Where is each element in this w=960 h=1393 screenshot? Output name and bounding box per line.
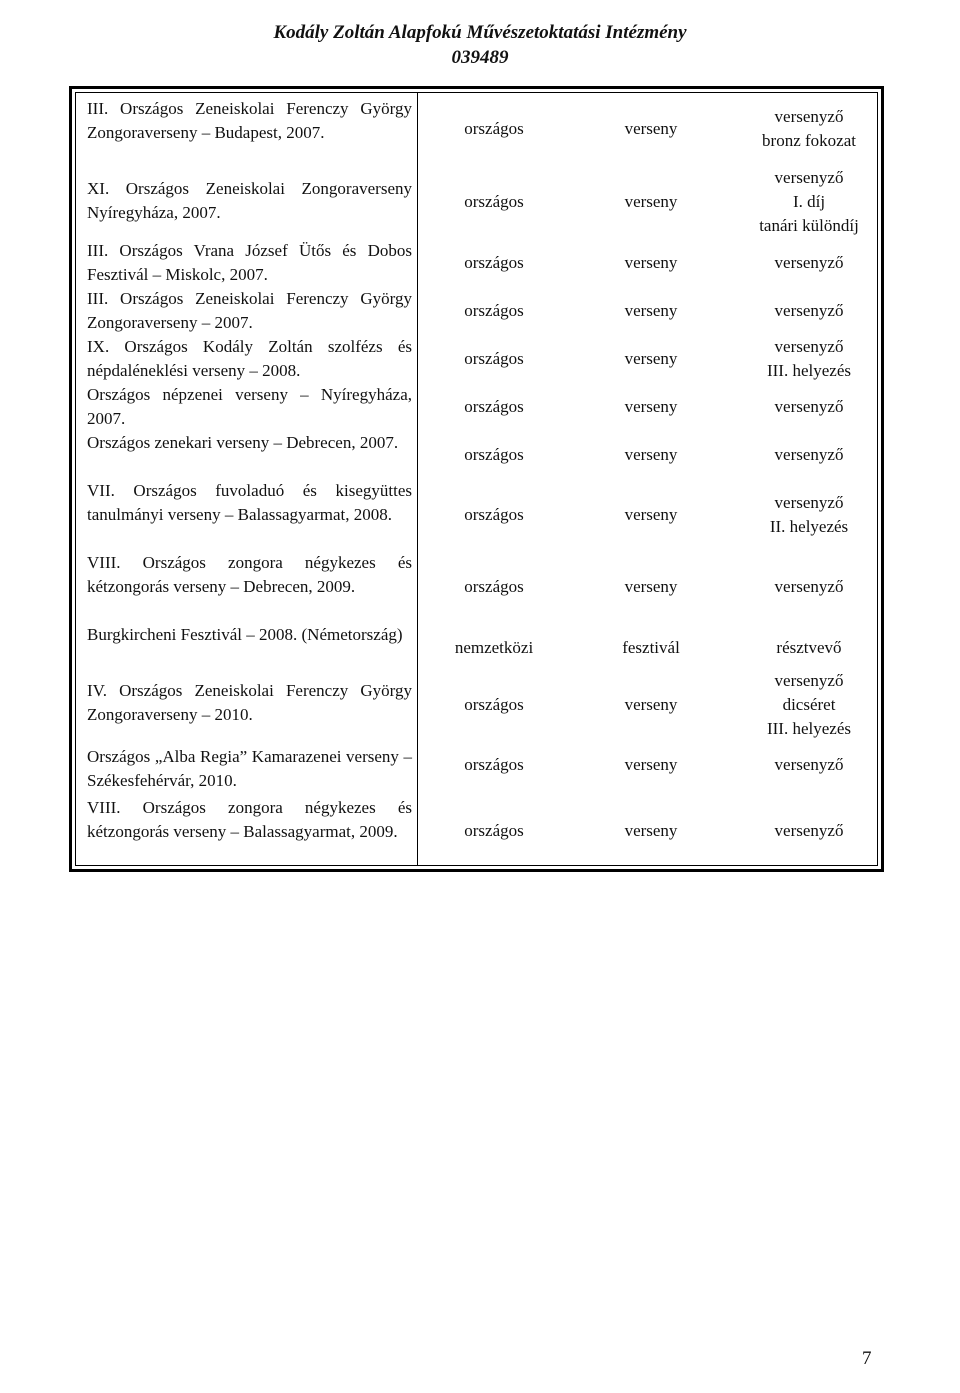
result-line: tanári különdíj <box>759 215 859 235</box>
competition-level: országos <box>464 253 524 272</box>
competition-type: verseny <box>624 577 678 596</box>
competition-name: Burgkircheni Fesztivál – 2008. (Németország) <box>87 625 403 644</box>
result-line: résztvevő <box>776 638 842 657</box>
result-line: versenyző <box>774 301 844 320</box>
table-row <box>76 623 877 673</box>
result-line: III. helyezés <box>766 361 851 380</box>
competition-result <box>734 737 884 793</box>
competition-level: országos <box>464 301 524 320</box>
competition-name: IV. Országos Zeneiskolai Ferenczy György Zongoraverseny – 2010. <box>87 681 412 724</box>
page-header <box>0 20 960 70</box>
competition-name: III. Országos Zeneiskolai Ferenczy György Zongoraverseny – 2007. <box>87 289 412 332</box>
competition-result <box>734 93 884 164</box>
competition-result <box>734 623 884 673</box>
competition-name: Országos népzenei verseny – Nyíregyháza, 2007. <box>87 385 412 428</box>
competition-level: országos <box>464 577 524 596</box>
competition-type: verseny <box>624 301 678 320</box>
table-row <box>76 431 877 479</box>
result-line: versenyző <box>774 337 844 356</box>
result-line: versenyző <box>774 397 844 416</box>
competition-type: verseny <box>624 118 678 138</box>
competition-level: országos <box>464 118 524 138</box>
competition-level: országos <box>464 505 524 524</box>
competition-name: VIII. Országos zongora négykezes és kétzongorás verseny – Balassagyarmat, 2009. <box>87 798 412 841</box>
competition-level: nemzetközi <box>454 638 534 657</box>
competition-level: országos <box>464 445 524 464</box>
result-line: versenyző <box>774 445 844 464</box>
result-line: versenyző <box>774 167 844 187</box>
competition-type: verseny <box>624 445 678 464</box>
table-row <box>76 335 877 383</box>
competition-name: IX. Országos Kodály Zoltán szolfézs és népdaléneklési verseny – 2008. <box>87 337 412 380</box>
table-row <box>76 551 877 623</box>
competition-result <box>734 164 884 239</box>
result-line: versenyző <box>774 106 844 126</box>
competition-result <box>734 551 884 623</box>
competition-name: Országos zenekari verseny – Debrecen, 2007. <box>87 433 399 452</box>
competition-result <box>734 287 884 335</box>
competition-result <box>734 239 884 287</box>
competition-name: VIII. Országos zongora négykezes és kétzongorás verseny – Debrecen, 2009. <box>87 553 412 596</box>
competition-result <box>734 431 884 479</box>
table-row <box>76 737 877 793</box>
competition-table <box>69 86 884 872</box>
competition-level: országos <box>464 191 524 211</box>
result-line: versenyző <box>774 821 844 840</box>
competition-name: VII. Országos fuvoladuó és kisegyüttes tanulmányi verseny – Balassagyarmat, 2008. <box>87 481 412 524</box>
competition-type: fesztivál <box>622 638 680 657</box>
competition-type: verseny <box>624 821 678 840</box>
competition-result <box>734 793 884 869</box>
competition-type: verseny <box>624 755 678 774</box>
table-row <box>76 93 877 164</box>
competition-result <box>734 673 884 737</box>
result-line: versenyző <box>774 493 844 512</box>
competition-type: verseny <box>624 505 678 524</box>
table-row <box>76 793 877 869</box>
result-line: dicséret <box>782 695 836 714</box>
table-row <box>76 479 877 551</box>
institution-name: Kodály Zoltán Alapfokú Művészetoktatási Intézmény <box>273 22 687 43</box>
competition-name: III. Országos Zeneiskolai Ferenczy György Zongoraverseny – Budapest, 2007. <box>87 99 412 142</box>
table-row <box>76 383 877 431</box>
competition-name: III. Országos Vrana József Ütős és Dobos Fesztivál – Miskolc, 2007. <box>87 241 412 284</box>
competition-name: Országos „Alba Regia” Kamarazenei verseny – Székesfehérvár, 2010. <box>87 747 412 790</box>
competition-name: XI. Országos Zeneiskolai Zongoraverseny Nyíregyháza, 2007. <box>87 179 412 222</box>
competition-result <box>734 335 884 383</box>
result-line: III. helyezés <box>766 719 851 738</box>
table-body <box>75 92 878 866</box>
result-line: versenyző <box>774 671 844 690</box>
competition-type: verseny <box>624 695 678 714</box>
institution-code: 039489 <box>451 47 509 68</box>
result-line: I. díj <box>792 191 826 211</box>
competition-level: országos <box>464 755 524 774</box>
competition-type: verseny <box>624 349 678 368</box>
competition-level: országos <box>464 349 524 368</box>
table-row <box>76 673 877 737</box>
competition-result <box>734 479 884 551</box>
competition-level: országos <box>464 397 524 416</box>
result-line: versenyző <box>774 253 844 272</box>
competition-result <box>734 383 884 431</box>
competition-type: verseny <box>624 253 678 272</box>
result-line: bronz fokozat <box>762 130 856 150</box>
result-line: versenyző <box>774 577 844 596</box>
competition-type: verseny <box>624 397 678 416</box>
page-number: 7 <box>862 1348 872 1369</box>
competition-type: verseny <box>624 191 678 211</box>
table-row <box>76 287 877 335</box>
competition-level: országos <box>464 821 524 840</box>
table-row <box>76 239 877 287</box>
table-row <box>76 164 877 239</box>
result-line: versenyző <box>774 755 844 774</box>
competition-level: országos <box>464 695 524 714</box>
result-line: II. helyezés <box>769 517 849 536</box>
